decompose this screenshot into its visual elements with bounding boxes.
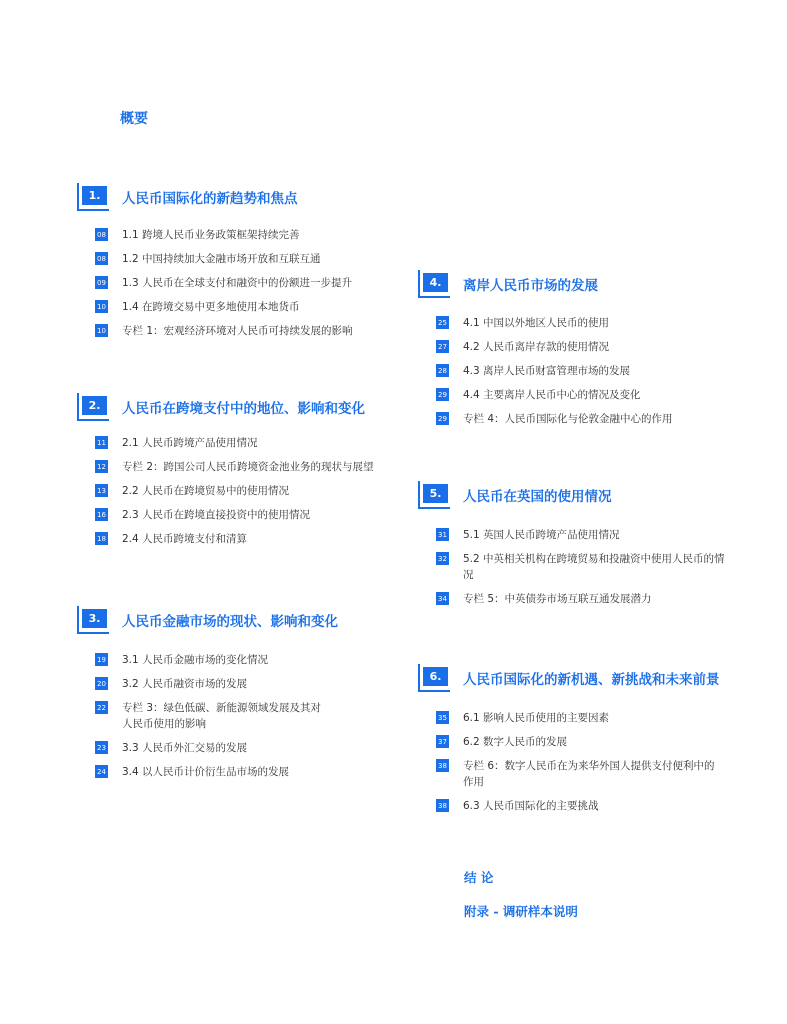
toc-item[interactable] [77, 700, 417, 732]
toc-item-label: 专栏 3：绿色低碳、新能源领域发展及其对人民币使用的影响 [122, 702, 322, 730]
summary-heading[interactable]: 概要 [120, 111, 148, 127]
section-title: 人民币在英国的使用情况 [463, 489, 612, 505]
toc-item[interactable] [77, 676, 417, 692]
toc-item-label: 专栏 6：数字人民币在为来华外国人提供支付便利中的作用 [463, 760, 715, 788]
toc-section-5 [418, 481, 758, 615]
toc-item[interactable] [418, 387, 758, 403]
section-header[interactable] [77, 393, 417, 427]
toc-item[interactable] [418, 758, 778, 790]
section-number: 5. [423, 484, 448, 503]
page-number-badge: 13 [95, 484, 108, 497]
section-header[interactable] [418, 664, 778, 698]
toc-item[interactable] [418, 315, 758, 331]
toc-item[interactable] [418, 551, 758, 583]
appendix-link[interactable]: 附录 - 调研样本说明 [464, 904, 578, 919]
page-number-badge: 27 [436, 340, 449, 353]
page-number-badge: 08 [95, 252, 108, 265]
page-number-badge: 35 [436, 711, 449, 724]
section-number: 3. [82, 609, 107, 628]
toc-item[interactable] [418, 527, 758, 543]
toc-item[interactable] [77, 299, 417, 315]
page-number-badge: 08 [95, 228, 108, 241]
page-number-badge: 29 [436, 412, 449, 425]
page-number-badge: 38 [436, 799, 449, 812]
toc-item-label: 专栏 5：中英债券市场互联互通发展潜力 [463, 593, 652, 605]
toc-item-label: 2.1 人民币跨境产品使用情况 [122, 437, 258, 449]
toc-item-label: 1.4 在跨境交易中更多地使用本地货币 [122, 301, 300, 313]
toc-item-label: 4.2 人民币离岸存款的使用情况 [463, 341, 610, 353]
toc-item[interactable] [418, 591, 758, 607]
page-number-badge: 38 [436, 759, 449, 772]
toc-item-label: 4.1 中国以外地区人民币的使用 [463, 317, 610, 329]
page-number-badge: 18 [95, 532, 108, 545]
toc-item[interactable] [418, 798, 778, 814]
toc-item-label: 6.1 影响人民币使用的主要因素 [463, 712, 610, 724]
page-number-badge: 11 [95, 436, 108, 449]
toc-item-label: 1.3 人民币在全球支付和融资中的份额进一步提升 [122, 277, 353, 289]
page-number-badge: 20 [95, 677, 108, 690]
section-number-badge [418, 481, 450, 509]
toc-item-label: 1.1 跨境人民币业务政策框架持续完善 [122, 229, 300, 241]
page-number-badge: 24 [95, 765, 108, 778]
section-header[interactable] [77, 606, 417, 640]
page-number-badge: 29 [436, 388, 449, 401]
section-header[interactable] [418, 270, 758, 304]
section-header[interactable] [77, 183, 417, 217]
toc-item-label: 专栏 1：宏观经济环境对人民币可持续发展的影响 [122, 325, 353, 337]
section-title: 人民币金融市场的现状、影响和变化 [122, 614, 338, 630]
page-number-badge: 10 [95, 324, 108, 337]
section-number: 2. [82, 396, 107, 415]
toc-item-label: 1.2 中国持续加大金融市场开放和互联互通 [122, 253, 321, 265]
toc-item-label: 3.4 以人民币计价衍生品市场的发展 [122, 766, 290, 778]
toc-item-label: 5.1 英国人民币跨境产品使用情况 [463, 529, 620, 541]
toc-item-label: 3.2 人民币融资市场的发展 [122, 678, 248, 690]
toc-item[interactable] [77, 435, 417, 451]
toc-item[interactable] [77, 459, 417, 475]
section-number: 6. [423, 667, 448, 686]
section-number: 4. [423, 273, 448, 292]
toc-item-label: 6.3 人民币国际化的主要挑战 [463, 800, 599, 812]
section-title: 人民币国际化的新机遇、新挑战和未来前景 [463, 672, 720, 688]
toc-item[interactable] [418, 339, 758, 355]
page-number-badge: 25 [436, 316, 449, 329]
page-number-badge: 09 [95, 276, 108, 289]
page-number-badge: 16 [95, 508, 108, 521]
page-number-badge: 28 [436, 364, 449, 377]
toc-item[interactable] [77, 652, 417, 668]
toc-section-3 [77, 606, 417, 788]
section-title: 离岸人民币市场的发展 [463, 278, 598, 294]
page-number-badge: 34 [436, 592, 449, 605]
toc-item-label: 2.3 人民币在跨境直接投资中的使用情况 [122, 509, 311, 521]
toc-section-4 [418, 270, 758, 435]
section-title: 人民币国际化的新趋势和焦点 [122, 191, 298, 207]
page-number-badge: 32 [436, 552, 449, 565]
page-number-badge: 19 [95, 653, 108, 666]
toc-item-label: 2.4 人民币跨境支付和清算 [122, 533, 248, 545]
toc-item[interactable] [418, 710, 778, 726]
page-number-badge: 22 [95, 701, 108, 714]
page-number-badge: 23 [95, 741, 108, 754]
toc-item[interactable] [418, 363, 758, 379]
conclusion-link[interactable]: 结 论 [464, 870, 494, 885]
section-number-badge [77, 393, 109, 421]
toc-section-6 [418, 664, 778, 822]
toc-item-label: 3.1 人民币金融市场的变化情况 [122, 654, 269, 666]
toc-item-label: 6.2 数字人民币的发展 [463, 736, 568, 748]
section-number-badge [418, 664, 450, 692]
toc-item[interactable] [77, 507, 417, 523]
section-number: 1. [82, 186, 107, 205]
toc-item-label: 5.2 中英相关机构在跨境贸易和投融资中使用人民币的情况 [463, 553, 725, 581]
section-header[interactable] [418, 481, 758, 515]
toc-item[interactable] [418, 734, 778, 750]
toc-section-2 [77, 393, 417, 555]
page-number-badge: 12 [95, 460, 108, 473]
page-number-badge: 37 [436, 735, 449, 748]
toc-item-label: 4.4 主要离岸人民币中心的情况及变化 [463, 389, 641, 401]
page-number-badge: 31 [436, 528, 449, 541]
toc-item[interactable] [77, 764, 417, 780]
toc-item[interactable] [77, 275, 417, 291]
toc-section-1 [77, 183, 417, 347]
section-number-badge [77, 606, 109, 634]
toc-item[interactable] [418, 411, 758, 427]
toc-item[interactable] [77, 323, 417, 339]
toc-item-label: 4.3 离岸人民币财富管理市场的发展 [463, 365, 631, 377]
toc-item[interactable] [77, 483, 417, 499]
page-number-badge: 10 [95, 300, 108, 313]
toc-item-label: 2.2 人民币在跨境贸易中的使用情况 [122, 485, 290, 497]
toc-item[interactable] [77, 251, 417, 267]
toc-item[interactable] [77, 227, 417, 243]
section-number-badge [77, 183, 109, 211]
section-number-badge [418, 270, 450, 298]
toc-item-label: 专栏 2：跨国公司人民币跨境资金池业务的现状与展望 [122, 461, 374, 473]
section-title: 人民币在跨境支付中的地位、影响和变化 [122, 401, 365, 417]
toc-item[interactable] [77, 740, 417, 756]
toc-item-label: 专栏 4：人民币国际化与伦敦金融中心的作用 [463, 413, 673, 425]
toc-item-label: 3.3 人民币外汇交易的发展 [122, 742, 248, 754]
toc-item[interactable] [77, 531, 417, 547]
